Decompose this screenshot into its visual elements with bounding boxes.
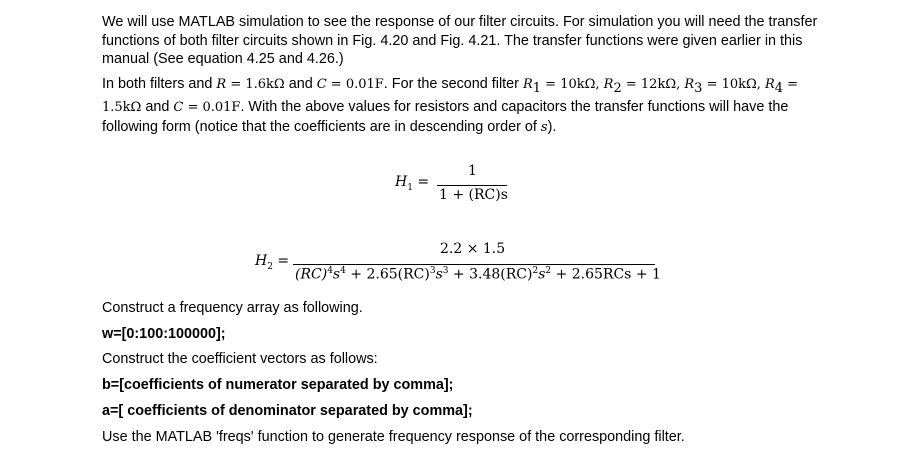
instruction-freqs: Use the MATLAB 'freqs' function to generate frequency response of the corresponding filter. — [102, 429, 685, 445]
text: . For the second filter — [383, 76, 523, 92]
math-R2-sub: 2 — [613, 80, 622, 96]
math-R2-value: = 12kΩ, — [621, 77, 685, 92]
code-numerator-coefficients: b=[coefficients of numerator separated by comma]; — [102, 377, 454, 393]
math-R1: R — [522, 77, 533, 92]
equation-h2-lhs: $H_2$ = — [255, 253, 290, 272]
text: ). — [547, 119, 557, 136]
math-R: R — [216, 77, 227, 92]
instruction-frequency-array: Construct a frequency array as following. — [102, 300, 363, 316]
equation-h1 — [395, 162, 525, 210]
text: In both filters and — [102, 76, 217, 92]
math-R3-value: = 10kΩ, — [702, 77, 761, 92]
math-s: s — [540, 120, 548, 136]
parameters-paragraph — [102, 75, 822, 138]
code-denominator-coefficients: a=[ coefficients of denominator separated by comma]; — [102, 403, 473, 419]
text: and — [141, 99, 174, 116]
math-R4-sub: 4 — [774, 80, 784, 96]
math-R3: R — [684, 77, 695, 92]
equation-h1-denominator: 1 + (RC)s — [439, 187, 508, 203]
math-R4-value: = 1.5kΩ — [102, 77, 799, 116]
equation-h2 — [255, 240, 665, 288]
code-frequency-array: w=[0:100:100000]; — [102, 326, 226, 342]
math-R1-sub: 1 — [532, 80, 542, 96]
text: and — [284, 76, 317, 92]
math-C: C — [316, 77, 327, 92]
math-C2-value: = 0.01F — [183, 100, 241, 116]
fraction-bar — [437, 185, 507, 186]
equation-h1-numerator: 1 — [468, 163, 477, 179]
equation-h2-numerator: 2.2 × 1.5 — [440, 241, 506, 257]
math-R-value: = 1.6kΩ — [226, 77, 285, 92]
math-R1-value: = 10kΩ, — [541, 77, 604, 92]
math-C-value: = 0.01F — [326, 77, 384, 92]
math-C2: C — [173, 100, 184, 116]
text: . With the above values for resistors and capacitors the transfer functions will have the following form (notice that the coefficients are in descending order of — [102, 99, 789, 136]
fraction-bar — [293, 264, 655, 265]
equation-h2-denominator: $(RC)^4s^4 + 2.65(RC)^3s^3 + 3.48(RC)^2s^2 + 2.65RCs + 1$ — [295, 266, 661, 283]
math-R4: R — [764, 77, 775, 92]
equation-h1-lhs: $H_1$ = — [395, 174, 430, 193]
intro-paragraph: We will use MATLAB simulation to see the response of our filter circuits. For simulation you will need the transfer functions of both filter circuits shown in Fig. 4.20 and Fig. 4.21. The transfer functions were given earlier in this manual (See equation 4.25 and 4.26.) — [102, 14, 818, 68]
instruction-coefficients: Construct the coefficient vectors as follows: — [102, 351, 378, 367]
math-R2: R — [603, 77, 614, 92]
math-R3-sub: 3 — [694, 80, 703, 96]
